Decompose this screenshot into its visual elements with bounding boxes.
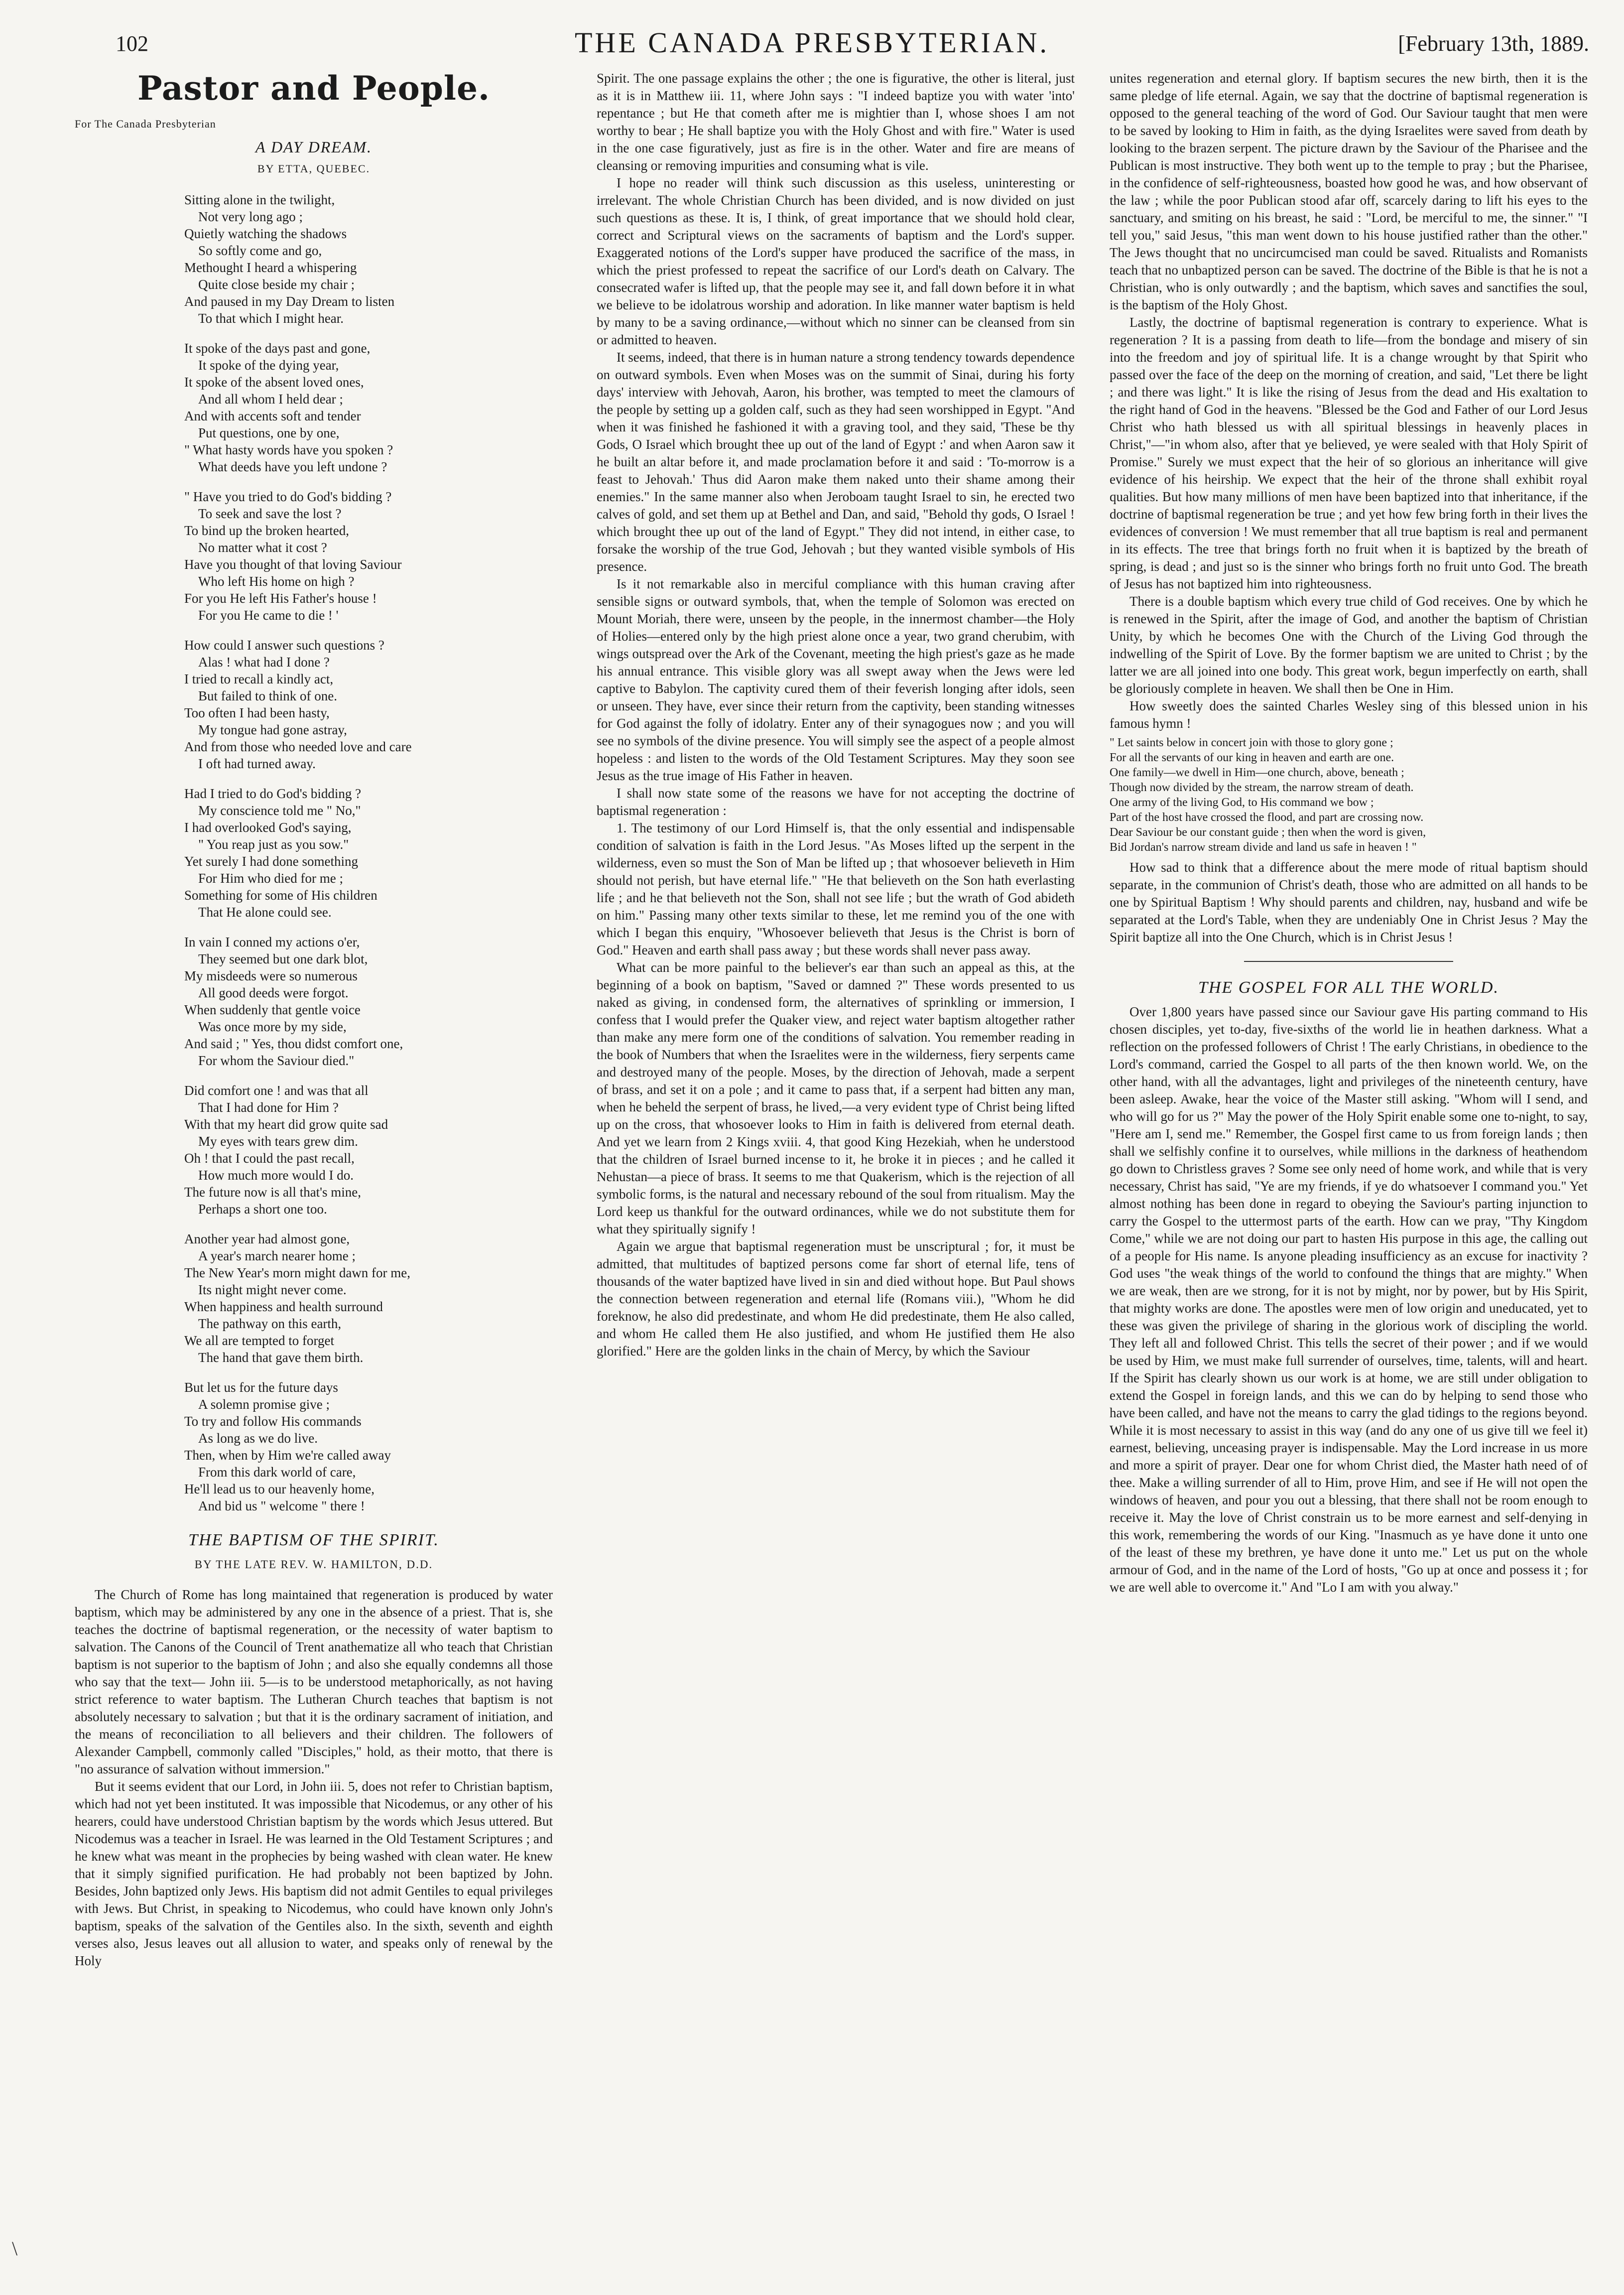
poem-stanza (184, 488, 553, 624)
poem-line: Perhaps a short one too. (198, 1202, 327, 1216)
paragraph: Again we argue that baptismal regeneration must be unscriptural ; for, it must be admitted, that multitudes of baptized persons come far short of eternal life, tens of thousands of the water baptized have lived in sin and died without hope. But Paul shows the connection between regeneration and eternal life (Romans viii.), "Whom he did foreknow, he also did predestinate, and whom He did predestinate, them He also called, and whom He called them He also justified, and whom He justified them He also glorified." Here are the golden links in the chain of Mercy, by which the Saviour (597, 1239, 1075, 1358)
poem-line: I had overlooked God's saying, (184, 820, 352, 835)
poem-line: And from those who needed love and care (184, 739, 412, 754)
poem-line: So softly come and go, (198, 243, 322, 258)
poem-line: How could I answer such questions ? (184, 638, 384, 653)
poem-line: Not very long ago ; (198, 209, 303, 224)
poem-line: " What hasty words have you spoken ? (184, 442, 393, 457)
poem-line: How much more would I do. (198, 1168, 354, 1183)
poem-line: For you He came to die ! ' (198, 608, 339, 623)
poem-line: It spoke of the days past and gone, (184, 341, 371, 356)
page-number: 102 (116, 31, 148, 56)
poem-line: They seemed but one dark blot, (198, 951, 368, 966)
poem-line: Its night might never come. (198, 1282, 347, 1297)
paragraph: It seems, indeed, that there is in human nature a strong tendency towards dependence on outward symbols. Even when Moses was on the summit of Sinai, during his forty days' interview with Jehovah, Aaron, his brother, was tempted to meet the clamours of the people by setting up a golden calf, such as they had seen worshipped in Egypt. "And when it was finished he fashioned it with a graving tool, and they said, 'These be thy Gods, O Israel which brought thee up out of the land of Egypt :' and when Aaron saw it he built an altar before it, and made proclamation before it and said : 'To-morrow is a feast to Jehovah.' Thus did Aaron make them naked unto their shame among their enemies." In the same manner also when Jeroboam taught Israel to sin, he erected two calves of gold, and set them up at Bethel and Dan, and said, "Behold thy gods, O Israel ! which brought thee up out of the land of Egypt." They did not intend, in either case, to forsake the worship of the true God, Jehovah ; but they wanted visible symbols of His presence. (597, 350, 1075, 574)
divider (1244, 961, 1453, 962)
poem-line: In vain I conned my actions o'er, (184, 935, 360, 949)
poem-line: And bid us " welcome " there ! (198, 1498, 365, 1513)
poem-line: Something for some of His children (184, 888, 377, 903)
poem-line: No matter what it cost ? (198, 540, 327, 555)
poem-line: He'll lead us to our heavenly home, (184, 1482, 375, 1496)
poem-line: It spoke of the absent loved ones, (184, 375, 364, 390)
poem-line: What deeds have you left undone ? (198, 459, 387, 474)
poem-line: A year's march nearer home ; (198, 1248, 356, 1263)
poem-stanza (184, 1230, 553, 1366)
poem-line: Quite close beside my chair ; (198, 277, 355, 292)
paragraph: unites regeneration and eternal glory. If baptism secures the new birth, then it is the same pledge of life eternal. Again, we say that the doctrine of baptismal regeneration is opposed to the general teaching of the word of God. Our Saviour taught that men were to be saved by looking to Him in faith, as the dying Israelites were saved from death by looking to the brazen serpent. The picture drawn by the Saviour of the Pharisee and the Publican is most instructive. They both went up to the temple to pray ; but the Pharisee, in the confidence of self-righteousness, boasted how good he was, and how observant of the law ; while the poor Publican stood afar off, scarcely daring to lift his eyes to the sanctuary, and smiting on his breast, he said : "Lord, be merciful to me, the sinner." "I tell you," said Jesus, "this man went down to his house justified rather than the other." The Jews thought that no uncircumcised man could be saved. Ritualists and Romanists teach that no unbaptized person can be saved. The doctrine of the Bible is that he is not a Christian, who is only outwardly ; and the baptism, which saves and sanctifies the soul, is the baptism of the Holy Ghost. (1110, 71, 1588, 312)
poem-line: The pathway on this earth, (198, 1316, 342, 1331)
poem-line: Oh ! that I could the past recall, (184, 1151, 355, 1166)
hymn (1110, 735, 1588, 855)
poem-stanza (184, 785, 553, 921)
poem-stanza (184, 191, 553, 327)
poem-line: From this dark world of care, (198, 1465, 356, 1480)
poem-line: When happiness and health surround (184, 1299, 383, 1314)
poem-title: A DAY DREAM. (255, 138, 373, 156)
poem-stanza (184, 1379, 553, 1514)
poem-line: When suddenly that gentle voice (184, 1002, 361, 1017)
article-title: THE GOSPEL FOR ALL THE WORLD. (1198, 978, 1499, 997)
poem-byline: BY ETTA, QUEBEC. (257, 162, 371, 175)
hymn-line: For all the servants of our king in heaven and earth are one. (1110, 751, 1394, 764)
poem-line: We all are tempted to forget (184, 1333, 334, 1348)
column-1 (75, 70, 553, 2272)
poem-line: My misdeeds were so numerous (184, 968, 358, 983)
poem-line: Sitting alone in the twilight, (184, 192, 335, 207)
paragraph: 1. The testimony of our Lord Himself is, that the only essential and indispensable condition of salvation is faith in the Lord Jesus. "As Moses lifted up the serpent in the wilderness, even so must the Son of Man be lifted up ; that whosoever believeth in Him should not perish, but have eternal life." "He that believeth on the Son hath everlasting life ; and he that believeth not the Son, shall not see life ; but the wrath of God abideth on him." Passing many other texts similar to these, let me remind you of the one with which I began this enquiry, "Whosoever believeth that Jesus is the Christ is born of God." Heaven and earth shall pass away ; but these words shall never pass away. (597, 820, 1075, 957)
for-line: For The Canada Presbyterian (75, 118, 216, 130)
hymn-line: One army of the living God, to His command we bow ; (1110, 796, 1374, 809)
poem-line: But let us for the future days (184, 1380, 338, 1395)
poem-line: For whom the Saviour died." (198, 1053, 355, 1068)
poem-line: Have you thought of that loving Saviour (184, 557, 402, 572)
paragraph: Is it not remarkable also in merciful compliance with this human craving after sensible signs or outward symbols, that, when the temple of Solomon was erected on Mount Moriah, there were, unseen by the people, in the innermost chamber—the Holy of Holies—entered only by the high priest alone once a year, two grand cherubim, with wings outspread over the Ark of the Covenant, meeting the high priest's gaze as he made his annual entrance. This visible glory was all swept away when the Jews were led captive to Babylon. The captivity cured them of their feverish longing after idols, seen or unseen. They have, ever since their return from the captivity, been standing witnesses for God against the folly of idolatry. Enter any of their synagogues now ; and you will see no symbols of the divine presence. You will simply see the aspect of a people almost hopeless : and listen to the words of the Old Testament Scriptures. May they soon see Jesus as the true image of His Father in heaven. (597, 576, 1075, 783)
poem-line: And said ; " Yes, thou didst comfort one, (184, 1036, 403, 1051)
article-byline: BY THE LATE REV. W. HAMILTON, D.D. (194, 1558, 433, 1571)
poem-stanza (184, 637, 553, 772)
poem-stanza (184, 934, 553, 1069)
masthead: THE CANADA PRESBYTERIAN. (575, 26, 1049, 59)
poem-line: My eyes with tears grew dim. (198, 1134, 358, 1149)
hymn-line: Dear Saviour be our constant guide ; then when the word is given, (1110, 826, 1426, 839)
poem-line: That He alone could see. (198, 905, 332, 920)
poem-line: And with accents soft and tender (184, 408, 361, 423)
issue-date: [February 13th, 1889. (1398, 31, 1589, 56)
paragraph: Over 1,800 years have passed since our Saviour gave His parting command to His chosen disciples, yet to-day, five-sixths of the world lie in heathen darkness. What a reflection on the professed followers of Christ ! The early Christians, in obedience to the Lord's command, carried the Gospel to all parts of the then known world. We, on the other hand, with all the advantages, light and privileges of the nineteenth century, have been asleep. Awake, hear the voice of the Master still asking. "Whom will I send, and who will go for us ?" May the power of the Holy Spirit enable some one to-night, to say, "Here am I, send me." Remember, the Gospel first came to us from foreign lands ; then shall we selfishly confine it to ourselves, while millions in the darkness of heathendom go down to Christless graves ? Some see only need of home work, and while that is very necessary, Christ has said, "Ye are my friends, if ye do whatsoever I command you." Yet almost nothing has been done in regard to obeying the Saviour's parting injunction to carry the Gospel to the uttermost parts of the earth. How can we pray, "Thy Kingdom Come," while we are not doing our part to hasten His purpose in this age, the calling out of a people for His name. Is anyone pleading insufficiency as an excuse for inactivity ? God uses "the weak things of the world to confound the things that are mighty." When we are weak, then are we strong, for it is not by might, nor by power, but by His Spirit, that mighty works are done. The apostles were men of low origin and uneducated, yet to these was given the privilege of sharing in the glorious work of discipling the world. They left all and followed Christ. This tells the secret of their power ; and if we would be used by Him, we must make full surrender of ourselves, time, talents, will and heart. If the Spirit has clearly shown us our work is at home, we are still under obligation to extend the Gospel in foreign lands, and this we can do by helping to send those who have been called, and have not the means to carry the glad tidings to the regions beyond. While it is most necessary to assist in this way (and do any one of us give till we feel it) earnest, believing, unceasing prayer is indispensable. May the Lord increase in us more and more a spirit of prayer. Dear one for whom Christ died, the Master hath need of of thee. Make a willing surrender of all to Him, prove Him, and see if He will not open the windows of heaven, and pour you out a blessing, that there shall not be room enough to receive it. May the love of Christ constrain us to be more earnest and self-denying in this work, remembering the words of our King. "Inasmuch as ye have done it unto one of the least of these my brethren, ye have done it unto me." Let us put on the whole armour of God, and in the name of the Lord of hosts, "Go up at once and possess it ; for we are well able to overcome it." And "Lo I am with you alway." (1110, 1004, 1588, 1595)
poem-line: Was once more by my side, (198, 1019, 347, 1034)
paragraph: I hope no reader will think such discussion as this useless, uninteresting or irrelevant. The whole Christian Church has been divided, and is now divided on just such questions as these. It is, I think, of great importance that we should hold clear, correct and Scriptural views on the sacraments of baptism and the Lord's supper. Exaggerated notions of the Lord's supper have produced the sacrifice of the mass, in which the priest professed to repeat the sacrifice of our Lord's death on Calvary. The consecrated wafer is lifted up, that the people may see it, and fall down before it in what we believe to be idolatrous worship and adoration. In like manner water baptism is held by many to be a saving ordinance,—without which no sinner can be cleansed from sin or admitted to heaven. (597, 175, 1075, 347)
poem-line: And all whom I held dear ; (198, 392, 343, 406)
poem-line: For Him who died for me ; (198, 871, 343, 886)
poem-stanza (184, 1082, 553, 1217)
paragraph: Spirit. The one passage explains the other ; the one is figurative, the other is literal, just as it is in Matthew iii. 11, where John says : "I indeed baptize you with water 'into' repentance ; but He that cometh after me is mightier than I, whose shoes I am not worthy to bear ; He shall baptize you with the Holy Ghost and with fire." Water is used in the one case figuratively, just as fire is in the other. Water and fire are means of cleansing or removing impurities and consuming what is vile. (597, 71, 1075, 173)
poem-line: Then, when by Him we're called away (184, 1448, 391, 1463)
poem-line: A solemn promise give ; (198, 1397, 330, 1412)
poem-line: Methought I heard a whispering (184, 260, 357, 275)
article-title: THE BAPTISM OF THE SPIRIT. (188, 1531, 439, 1549)
poem-line: The hand that gave them birth. (198, 1350, 364, 1365)
poem-line: And paused in my Day Dream to listen (184, 294, 395, 309)
hymn-line: One family—we dwell in Him—one church, above, beneath ; (1110, 766, 1404, 779)
poem-line: To seek and save the lost ? (198, 506, 342, 521)
hymn-line: Part of the host have crossed the flood, and part are crossing now. (1110, 811, 1424, 824)
poem-line: Too often I had been hasty, (184, 705, 330, 720)
poem-line: " You reap just as you sow." (198, 837, 349, 852)
poem-line: Had I tried to do God's bidding ? (184, 786, 362, 801)
page-header (0, 0, 1624, 60)
paragraph: Lastly, the doctrine of baptismal regeneration is contrary to experience. What is regeneration ? It is a passing from death to life—from the bondage and misery of sin into the freedom and joy of spiritual life. It is a change wrought by that Spirit who passed over the face of the deep on the morning of creation, and said, "Let there be light ; and there was light." It is like the rising of Jesus from the dead and His exaltation to the right hand of God in the heavens. "Blessed be the God and Father of our Lord Jesus Christ who hath blessed us with all spiritual blessings in heavenly places in Christ,"—"in whom also, after that ye believed, ye were sealed with that Holy Spirit of Promise." Surely we must expect that the heir of so glorious an inheritance will give evidence of his heirship. We expect that the heir of the throne shall exhibit royal qualities. But how many millions of men have been baptized into that inheritance, if the doctrine of baptismal regeneration be true ; and yet how few bring forth in their lives the evidences of conversion ! We must remember that all true baptism is real and permanent in its effects. The tree that brings forth no fruit when it is baptized by the breath of spring, is dead ; and just so is the sinner who brings forth no fruit unto God. The breath of Jesus has not baptized him into righteousness. (1110, 315, 1588, 591)
poem-line: Who left His home on high ? (198, 574, 355, 589)
poem-line: To that which I might hear. (198, 311, 344, 326)
poem-line: All good deeds were forgot. (198, 985, 349, 1000)
poem-line: For you He left His Father's house ! (184, 591, 377, 606)
paragraph: But it seems evident that our Lord, in John iii. 5, does not refer to Christian baptism, which had not yet been instituted. It was impossible that Nicodemus, or any other of his hearers, could have understood Christian baptism by the words which Jesus uttered. But Nicodemus was a teacher in Israel. He was learned in the Old Testament Scriptures ; and he knew what was meant in the prophecies by being washed with clean water. He knew that it simply signified purification. He had probably not been baptized by John. Besides, John baptized only Jews. His baptism did not admit Gentiles to equal privileges with Jews. But Christ, in speaking to Nicodemus, who could have known only John's baptism, speaks of the salvation of the Gentiles also. In the sixth, seventh and eighth verses also, Jesus leaves out all allusion to water, and speaks only of renewal by the Holy (75, 1779, 553, 1968)
paragraph: What can be more painful to the believer's ear than such an appeal as this, at the beginning of a book on baptism, "Saved or damned ?" These words presented to us naked as giving, in condensed form, the alternatives of sprinkling or immersion, I confess that I would prefer the Quaker view, and reject water baptism altogether rather than make any mere form one of the conditions of salvation. You remember reading in the book of Numbers that when the Israelites were in the wilderness, fiery serpents came and destroyed many of the people. Moses, by the direction of Jehovah, made a serpent of brass, and set it on a pole ; and it came to pass that, if a serpent had bitten any man, when he beheld the serpent of brass, he lived,—a very evident type of Christ being lifted up on the cross, that whosoever looks to Him in faith is delivered from eternal death. And yet we learn from 2 Kings xviii. 4, that good King Hezekiah, when he understood that the children of Israel burned incense to it, he broke it in pieces ; and he called it Nehustan—a piece of brass. It seems to me that Quakerism, which is the rejection of all symbolic forms, is the natural and necessary rebound of the soul from ritualism. May the Lord keep us thankful for the outward ordinances, while we do not substitute them for what they spiritually signify ! (597, 960, 1075, 1236)
poem-line: To try and follow His commands (184, 1414, 362, 1429)
hymn-line: Though now divided by the stream, the narrow stream of death. (1110, 781, 1414, 794)
poem-line: I tried to recall a kindly act, (184, 672, 334, 686)
poem-line: Did comfort one ! and was that all (184, 1083, 369, 1098)
paragraph: How sad to think that a difference about the mere mode of ritual baptism should separate, in the communion of Christ's death, those who are admitted on all hands to be one by Spiritual Baptism ! Why should parents and children, nay, husband and wife be separated at the Lord's Table, when they are undeniably One in Christ Jesus ? May the Spirit baptize all into the One Church, which is in Christ Jesus ! (1110, 860, 1588, 945)
poem-line: My conscience told me " No," (198, 803, 361, 818)
poem (75, 191, 553, 1514)
poem-line: Another year had almost gone, (184, 1231, 350, 1246)
poem-line: I oft had turned away. (198, 756, 316, 771)
poem-line: My tongue had gone astray, (198, 722, 347, 737)
poem-line: The New Year's morn might dawn for me, (184, 1265, 411, 1280)
section-heading: Pastor and People. (137, 70, 490, 108)
paragraph: The Church of Rome has long maintained that regeneration is produced by water baptism, which may be administered by any one in the absence of a priest. That is, she teaches the doctrine of baptismal regeneration, or the necessity of water baptism to salvation. The Canons of the Council of Trent anathematize all who teach that Christian baptism is not superior to the baptism of John ; and also she equally condemns all those who say that the text— John iii. 5—is to be understood metaphorically, as not having strict reference to water baptism. The Lutheran Church teaches that baptism is not absolutely necessary to salvation ; but that it is the ordinary sacrament of initiation, and the means of reconciliation to all believers and their children. The followers of Alexander Campbell, commonly called "Disciples," hold, as their motto, that there is "no assurance of salvation without immersion." (75, 1587, 553, 1776)
paragraph: There is a double baptism which every true child of God receives. One by which he is renewed in the Spirit, after the image of God, and another the baptism of Christian Unity, by which he becomes One with the Church of the Living God through the indwelling of the Spirit of Love. By the former baptism we are united to Christ ; by the latter we are all joined into one body. This great work, begun imperfectly on earth, shall be gloriously complete in heaven. We shall then be One in Him. (1110, 594, 1588, 696)
poem-line: It spoke of the dying year, (198, 358, 339, 373)
poem-line: Yet surely I had done something (184, 854, 358, 869)
column-2 (597, 70, 1075, 2282)
poem-line: That I had done for Him ? (198, 1100, 339, 1115)
hymn-line: Bid Jordan's narrow stream divide and land us safe in heaven ! " (1110, 841, 1417, 854)
paragraph: How sweetly does the sainted Charles Wesley sing of this blessed union in his famous hymn ! (1110, 698, 1588, 731)
poem-line: With that my heart did grow quite sad (184, 1117, 388, 1132)
poem-line: Alas ! what had I done ? (198, 655, 330, 670)
hymn-line: " Let saints below in concert join with those to glory gone ; (1110, 736, 1393, 749)
margin-mark: \ (12, 2237, 18, 2260)
poem-line: But failed to think of one. (198, 688, 337, 703)
paragraph: I shall now state some of the reasons we have for not accepting the doctrine of baptismal regeneration : (597, 786, 1075, 818)
poem-line: " Have you tried to do God's bidding ? (184, 489, 392, 504)
poem-line: As long as we do live. (198, 1431, 318, 1446)
poem-line: Put questions, one by one, (198, 425, 340, 440)
poem-line: The future now is all that's mine, (184, 1185, 362, 1200)
poem-stanza (184, 340, 553, 475)
poem-line: Quietly watching the shadows (184, 226, 347, 241)
poem-line: To bind up the broken hearted, (184, 523, 350, 538)
column-3 (1110, 70, 1588, 2282)
